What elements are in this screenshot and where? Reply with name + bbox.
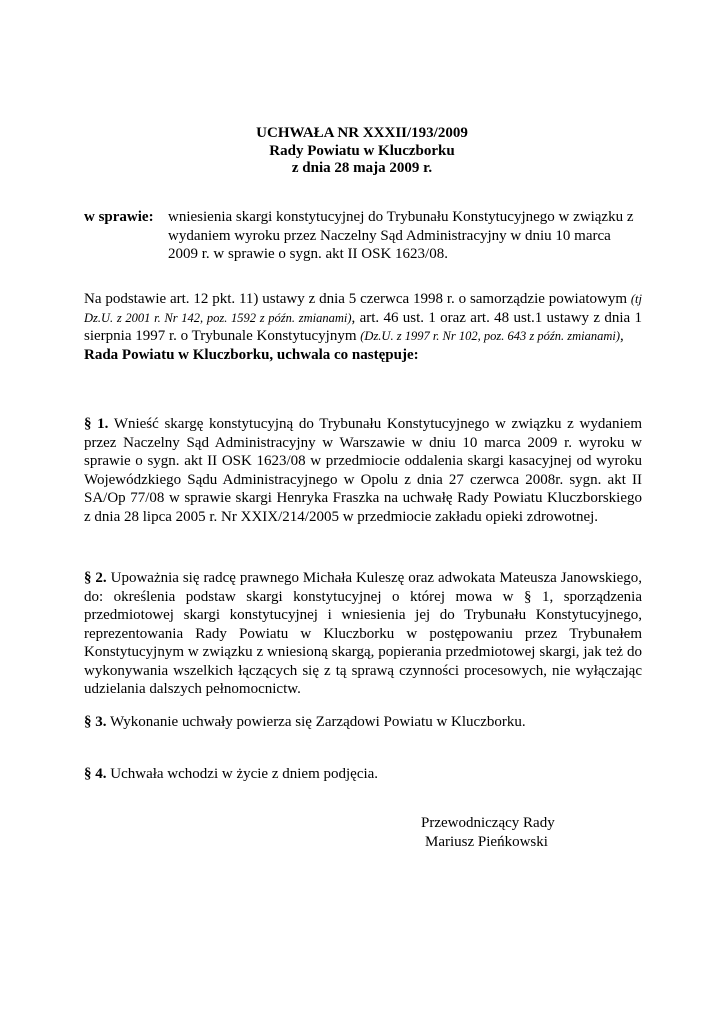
section-4-text: Uchwała wchodzi w życie z dniem podjęcia.	[106, 766, 379, 782]
section-1-mark: § 1.	[84, 416, 109, 432]
section-3-mark: § 3.	[84, 714, 107, 730]
legal-basis-text-3: ,	[620, 328, 624, 344]
resolution-statement: Rada Powiatu w Kluczborku, uchwala co następuje:	[84, 346, 419, 363]
legal-basis-text-2: , art. 46 ust. 1 oraz art. 48 ust.1 ustawy z dnia 1 sierpnia 1997 r. o Trybunale Konstytucyjnym	[84, 309, 642, 344]
section-1-text: Wnieść skargę konstytucyjną do Trybunału Konstytucyjnego w związku z wydaniem przez Naczelny Sąd Administracyjny w Warszawie w dniu 10 marca 2009 r. wyroku w sprawie o sygn. akt II OSK 1623/08 w przedmiocie oddalenia skargi kasacyjnej od wyroku Wojewódzkiego Sądu Administracyjnego w Opolu z dnia 27 czerwca 2008r. sygn. akt II SA/Op 77/08 w sprawie skargi Henryka Fraszka na uchwałę Rady Powiatu Kluczborskiego z dnia 28 lipca 2005 r. Nr XXIX/214/2005 w przedmiocie zakładu opieki zdrowotnej.	[84, 416, 642, 525]
subject-label: w sprawie:	[84, 209, 154, 225]
section-3-text: Wykonanie uchwały powierza się Zarządowi Powiatu w Kluczborku.	[106, 714, 526, 730]
subject-text: wniesienia skargi konstytucyjnej do Trybunału Konstytucyjnego w związku z wydaniem wyroku przez Naczelny Sąd Administracyjny w dniu 10 marca 2009 r. w sprawie o sygn. akt II OSK 1623/08.	[168, 209, 634, 262]
legal-reference-1: (tj Dz.U. z 2001 r. Nr 142, poz. 1592 z późn. zmianami)	[84, 292, 642, 325]
section-4-mark: § 4.	[84, 766, 107, 782]
signature-block	[421, 814, 621, 851]
section-2	[84, 569, 642, 699]
section-2-text: Upoważnia się radcę prawnego Michała Kuleszę oraz adwokata Mateusza Janowskiego, do: określenia podstaw skargi konstytucyjnej o której mowa w § 1, sporządzenia przedmiotowej skargi konstytucyjnej i wniesienia jej do Trybunału Konstytucyjnego, reprezentowania Rady Powiatu w Kluczborku w postępowaniu przez Trybunałem Konstytucyjnym w związku z wniesioną skargą, popierania przedmiotowej skargi, jak też do wykonywania wszelkich łączących się z tą sprawą czynności procesowych, nie wyłączając udzielania dalszych pełnomocnictw.	[84, 570, 642, 697]
signatory-role: Przewodniczący Rady	[421, 815, 555, 831]
section-3	[84, 713, 642, 732]
signatory-name: Mariusz Pieńkowski	[425, 833, 548, 850]
section-2-mark: § 2.	[84, 570, 107, 586]
section-1	[84, 415, 642, 526]
section-4	[84, 765, 642, 784]
resolution-header	[0, 125, 724, 178]
resolution-number: UCHWAŁA NR XXXII/193/2009	[256, 125, 468, 141]
resolution-date: z dnia 28 maja 2009 r.	[291, 160, 433, 176]
issuing-body: Rady Powiatu w Kluczborku	[269, 142, 455, 159]
legal-basis-paragraph	[84, 290, 642, 364]
legal-reference-2: (Dz.U. z 1997 r. Nr 102, poz. 643 z późn. zmianami)	[360, 329, 620, 343]
legal-basis-text-1: Na podstawie art. 12 pkt. 11) ustawy z dnia 5 czerwca 1998 r. o samorządzie powiatowym	[84, 291, 631, 307]
